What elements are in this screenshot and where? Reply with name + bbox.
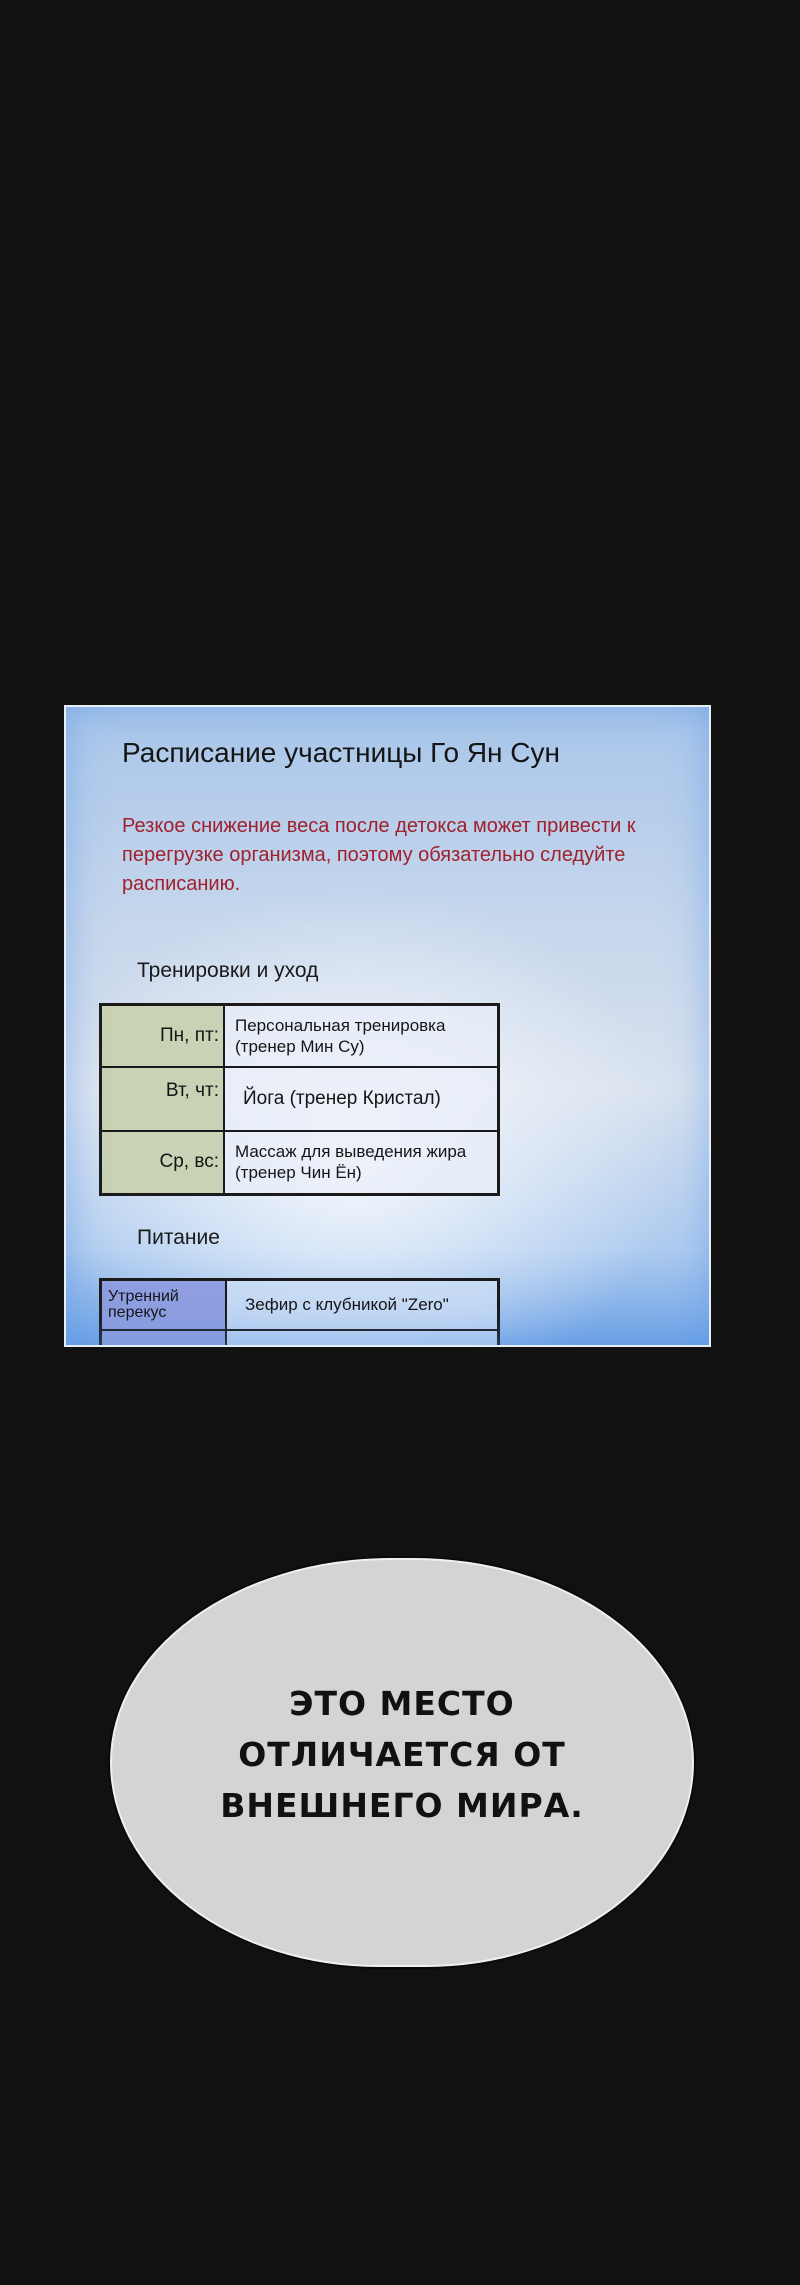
table-row xyxy=(101,1131,499,1195)
meal-line: Утренний xyxy=(108,1287,179,1305)
table-row xyxy=(101,1330,499,1348)
nutrition-table xyxy=(99,1278,500,1347)
activity-line: Массаж для выведения жира xyxy=(235,1142,467,1162)
meal-cell xyxy=(101,1330,227,1348)
speech-line: ОТЛИЧАЕТСЯ ОТ xyxy=(238,1735,566,1774)
activity-cell xyxy=(224,1067,499,1131)
activity-line: Персональная тренировка xyxy=(235,1015,446,1035)
activity-line: (тренер Чин Ён) xyxy=(235,1163,362,1183)
food-cell xyxy=(226,1330,499,1348)
activity-cell xyxy=(224,1131,499,1195)
speech-line: ВНЕШНЕГО МИРА. xyxy=(220,1786,584,1825)
day-cell: Пн, пт: xyxy=(101,1005,225,1067)
meal-cell xyxy=(101,1280,227,1330)
nutrition-section-label: Питание xyxy=(137,1226,220,1249)
day-cell: Ср, вс: xyxy=(101,1131,225,1195)
speech-line: ЭТО МЕСТО xyxy=(289,1684,515,1723)
speech-bubble xyxy=(112,1560,692,1965)
table-row xyxy=(101,1005,499,1067)
activity-line: (тренер Мин Су) xyxy=(235,1036,365,1056)
food-cell: Зефир с клубникой "Zero" xyxy=(226,1280,499,1330)
table-row xyxy=(101,1280,499,1330)
speech-bubble-text xyxy=(112,1678,692,1831)
activity-line: Йога (тренер Кристал) xyxy=(243,1088,441,1109)
warning-text: Резкое снижение веса после детокса может привести к перегрузке организма, поэтому обязательно следуйте расписанию. xyxy=(122,815,636,895)
table-row xyxy=(101,1067,499,1131)
meal-line: перекус xyxy=(108,1303,167,1321)
activity-cell xyxy=(224,1005,499,1067)
training-section-label: Тренировки и уход xyxy=(137,959,319,982)
training-table xyxy=(99,1003,500,1196)
schedule-title: Расписание участницы Го Ян Сун xyxy=(122,737,560,768)
day-cell: Вт, чт: xyxy=(101,1067,225,1131)
schedule-panel xyxy=(64,705,711,1347)
